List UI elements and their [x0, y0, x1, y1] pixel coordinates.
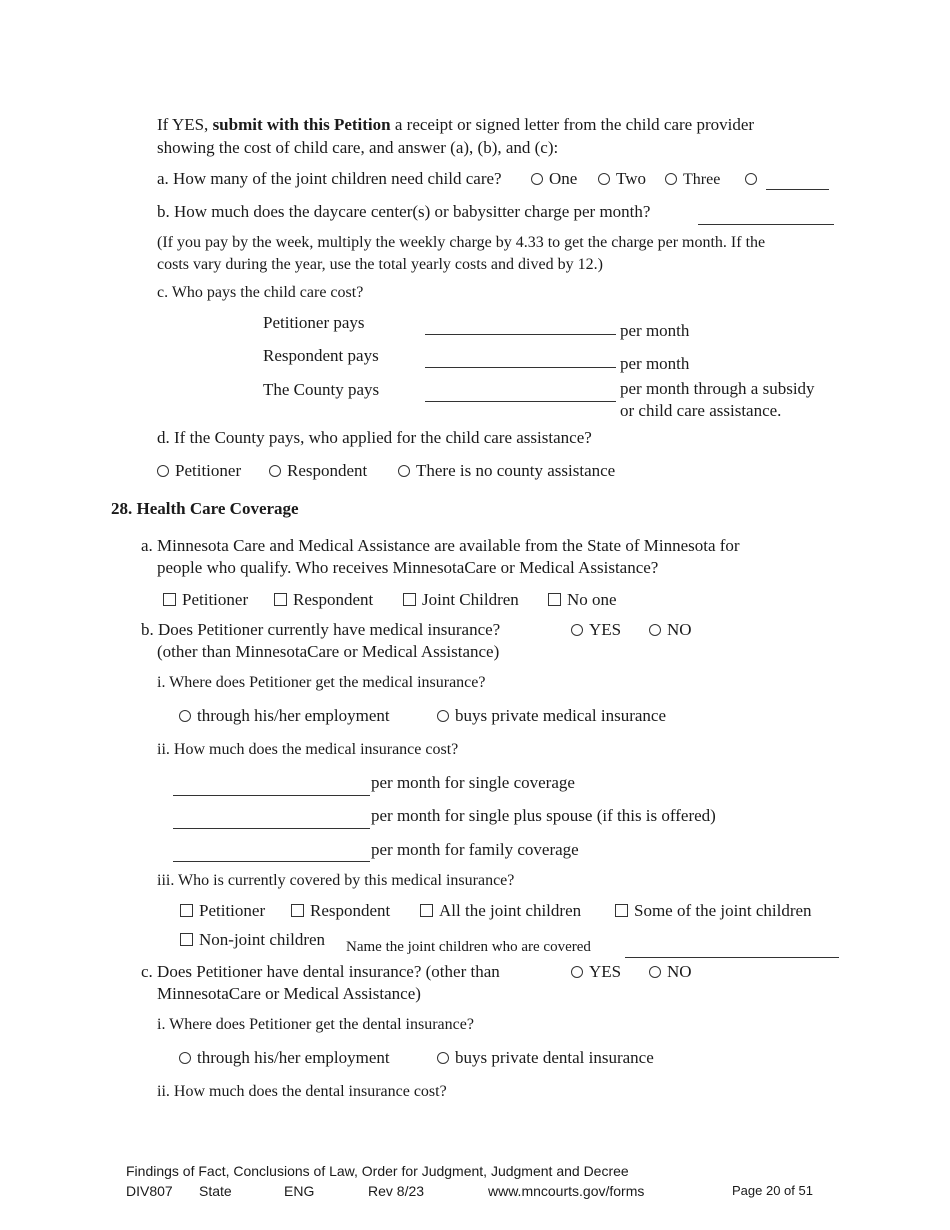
section-c-i-text: i. Where does Petitioner get the dental insurance? — [157, 1016, 474, 1033]
checkbox-iii-petitioner[interactable]: Petitioner — [180, 900, 265, 922]
single-coverage-field[interactable] — [173, 795, 370, 796]
radio-b-no[interactable]: NO — [649, 619, 692, 641]
checkbox-icon — [420, 904, 433, 917]
petitioner-pays-field[interactable] — [425, 334, 616, 335]
section-b-line-1: b. Does Petitioner currently have medical insurance? — [141, 620, 501, 639]
footer-revision: Rev 8/23 — [368, 1183, 425, 1199]
county-pays-label: The County pays — [263, 380, 380, 399]
section-c-line-2: MinnesotaCare or Medical Assistance) — [157, 984, 421, 1003]
footer-page-number: Page 20 of 51 — [732, 1183, 813, 1198]
section-b-ii-text: ii. How much does the medical insurance cost? — [157, 741, 459, 758]
radio-d-respondent[interactable]: Respondent — [269, 460, 367, 482]
question-c-text: c. Who pays the child care cost? — [157, 284, 364, 301]
checkbox-icon — [615, 904, 628, 917]
footer-form-number: DIV807 — [126, 1183, 173, 1199]
radio-circle-icon — [571, 624, 583, 636]
checkbox-icon — [291, 904, 304, 917]
radio-circle-icon — [179, 1052, 191, 1064]
radio-c-yes[interactable]: YES — [571, 961, 621, 983]
checkbox-a-no-one[interactable]: No one — [548, 589, 617, 611]
radio-one[interactable]: One — [531, 168, 577, 190]
single-coverage-label: per month for single coverage — [371, 773, 575, 792]
children-count-field[interactable] — [766, 189, 829, 190]
radio-c-employment[interactable]: through his/her employment — [179, 1047, 390, 1069]
radio-circle-icon — [398, 465, 410, 477]
section-a-line-2: people who qualify. Who receives MinnesotaCare or Medical Assistance? — [157, 558, 659, 577]
section-b-line-2: (other than MinnesotaCare or Medical Assistance) — [157, 642, 500, 661]
checkbox-a-petitioner[interactable]: Petitioner — [163, 589, 248, 611]
checkbox-icon — [180, 933, 193, 946]
covered-children-field[interactable] — [625, 957, 839, 958]
radio-circle-icon — [437, 710, 449, 722]
radio-circle-icon — [571, 966, 583, 978]
intro-line-2: showing the cost of child care, and answer (a), (b), and (c): — [157, 138, 559, 157]
section-c-line-1: c. Does Petitioner have dental insurance? (other than — [141, 962, 500, 981]
footer-state: State — [199, 1183, 232, 1199]
radio-circle-icon — [649, 624, 661, 636]
checkbox-icon — [548, 593, 561, 606]
radio-d-no-assistance[interactable]: There is no county assistance — [398, 460, 615, 482]
spouse-coverage-field[interactable] — [173, 828, 370, 829]
footer-title: Findings of Fact, Conclusions of Law, Order for Judgment, Judgment and Decree — [126, 1163, 629, 1179]
radio-circle-icon — [649, 966, 661, 978]
note-line-2: costs vary during the year, use the total yearly costs and dived by 12.) — [157, 256, 603, 273]
radio-d-petitioner[interactable]: Petitioner — [157, 460, 241, 482]
footer-url[interactable]: www.mncourts.gov/forms — [488, 1183, 645, 1199]
section-b-iii-text: iii. Who is currently covered by this medical insurance? — [157, 872, 515, 889]
intro-line-1: If YES, submit with this Petition a receipt or signed letter from the child care provider — [157, 115, 755, 134]
family-coverage-field[interactable] — [173, 861, 370, 862]
radio-circle-icon — [437, 1052, 449, 1064]
family-coverage-label: per month for family coverage — [371, 840, 579, 859]
question-d-text: d. If the County pays, who applied for the child care assistance? — [157, 428, 592, 447]
radio-other[interactable] — [745, 168, 763, 190]
daycare-charge-field[interactable] — [698, 224, 834, 225]
section-b-i-text: i. Where does Petitioner get the medical insurance? — [157, 674, 486, 691]
petitioner-pays-suffix: per month — [620, 321, 690, 340]
radio-b-private[interactable]: buys private medical insurance — [437, 705, 666, 727]
radio-circle-icon — [179, 710, 191, 722]
checkbox-a-respondent[interactable]: Respondent — [274, 589, 373, 611]
county-pays-suffix-2: or child care assistance. — [620, 401, 782, 420]
radio-circle-icon — [665, 173, 677, 185]
section-heading: 28. Health Care Coverage — [111, 499, 299, 518]
checkbox-iii-all-joint[interactable]: All the joint children — [420, 900, 581, 922]
checkbox-icon — [274, 593, 287, 606]
respondent-pays-label: Respondent pays — [263, 346, 379, 365]
section-c-ii-text: ii. How much does the dental insurance cost? — [157, 1083, 447, 1100]
note-line-1: (If you pay by the week, multiply the weekly charge by 4.33 to get the charge per month. If the — [157, 234, 766, 251]
radio-three[interactable]: Three — [665, 169, 720, 191]
radio-circle-icon — [745, 173, 757, 185]
checkbox-icon — [180, 904, 193, 917]
county-pays-field[interactable] — [425, 401, 616, 402]
checkbox-icon — [403, 593, 416, 606]
checkbox-iii-respondent[interactable]: Respondent — [291, 900, 390, 922]
spouse-coverage-label: per month for single plus spouse (if this is offered) — [371, 806, 716, 825]
radio-c-no[interactable]: NO — [649, 961, 692, 983]
footer-language: ENG — [284, 1183, 315, 1199]
checkbox-icon — [163, 593, 176, 606]
radio-circle-icon — [269, 465, 281, 477]
respondent-pays-suffix: per month — [620, 354, 690, 373]
section-a-line-1: a. Minnesota Care and Medical Assistance are available from the State of Minnesota for — [141, 536, 740, 555]
question-b-text: b. How much does the daycare center(s) or babysitter charge per month? — [157, 202, 651, 221]
radio-b-employment[interactable]: through his/her employment — [179, 705, 390, 727]
checkbox-iii-non-joint[interactable]: Non-joint children — [180, 929, 325, 951]
covered-children-label: Name the joint children who are covered — [346, 939, 591, 955]
radio-c-private[interactable]: buys private dental insurance — [437, 1047, 654, 1069]
radio-two[interactable]: Two — [598, 168, 646, 190]
radio-b-yes[interactable]: YES — [571, 619, 621, 641]
radio-circle-icon — [598, 173, 610, 185]
county-pays-suffix: per month through a subsidy — [620, 379, 815, 398]
respondent-pays-field[interactable] — [425, 367, 616, 368]
radio-circle-icon — [157, 465, 169, 477]
question-a-text: a. How many of the joint children need child care? — [157, 169, 502, 188]
checkbox-a-joint-children[interactable]: Joint Children — [403, 589, 519, 611]
petitioner-pays-label: Petitioner pays — [263, 313, 365, 332]
checkbox-iii-some-joint[interactable]: Some of the joint children — [615, 900, 812, 922]
radio-circle-icon — [531, 173, 543, 185]
